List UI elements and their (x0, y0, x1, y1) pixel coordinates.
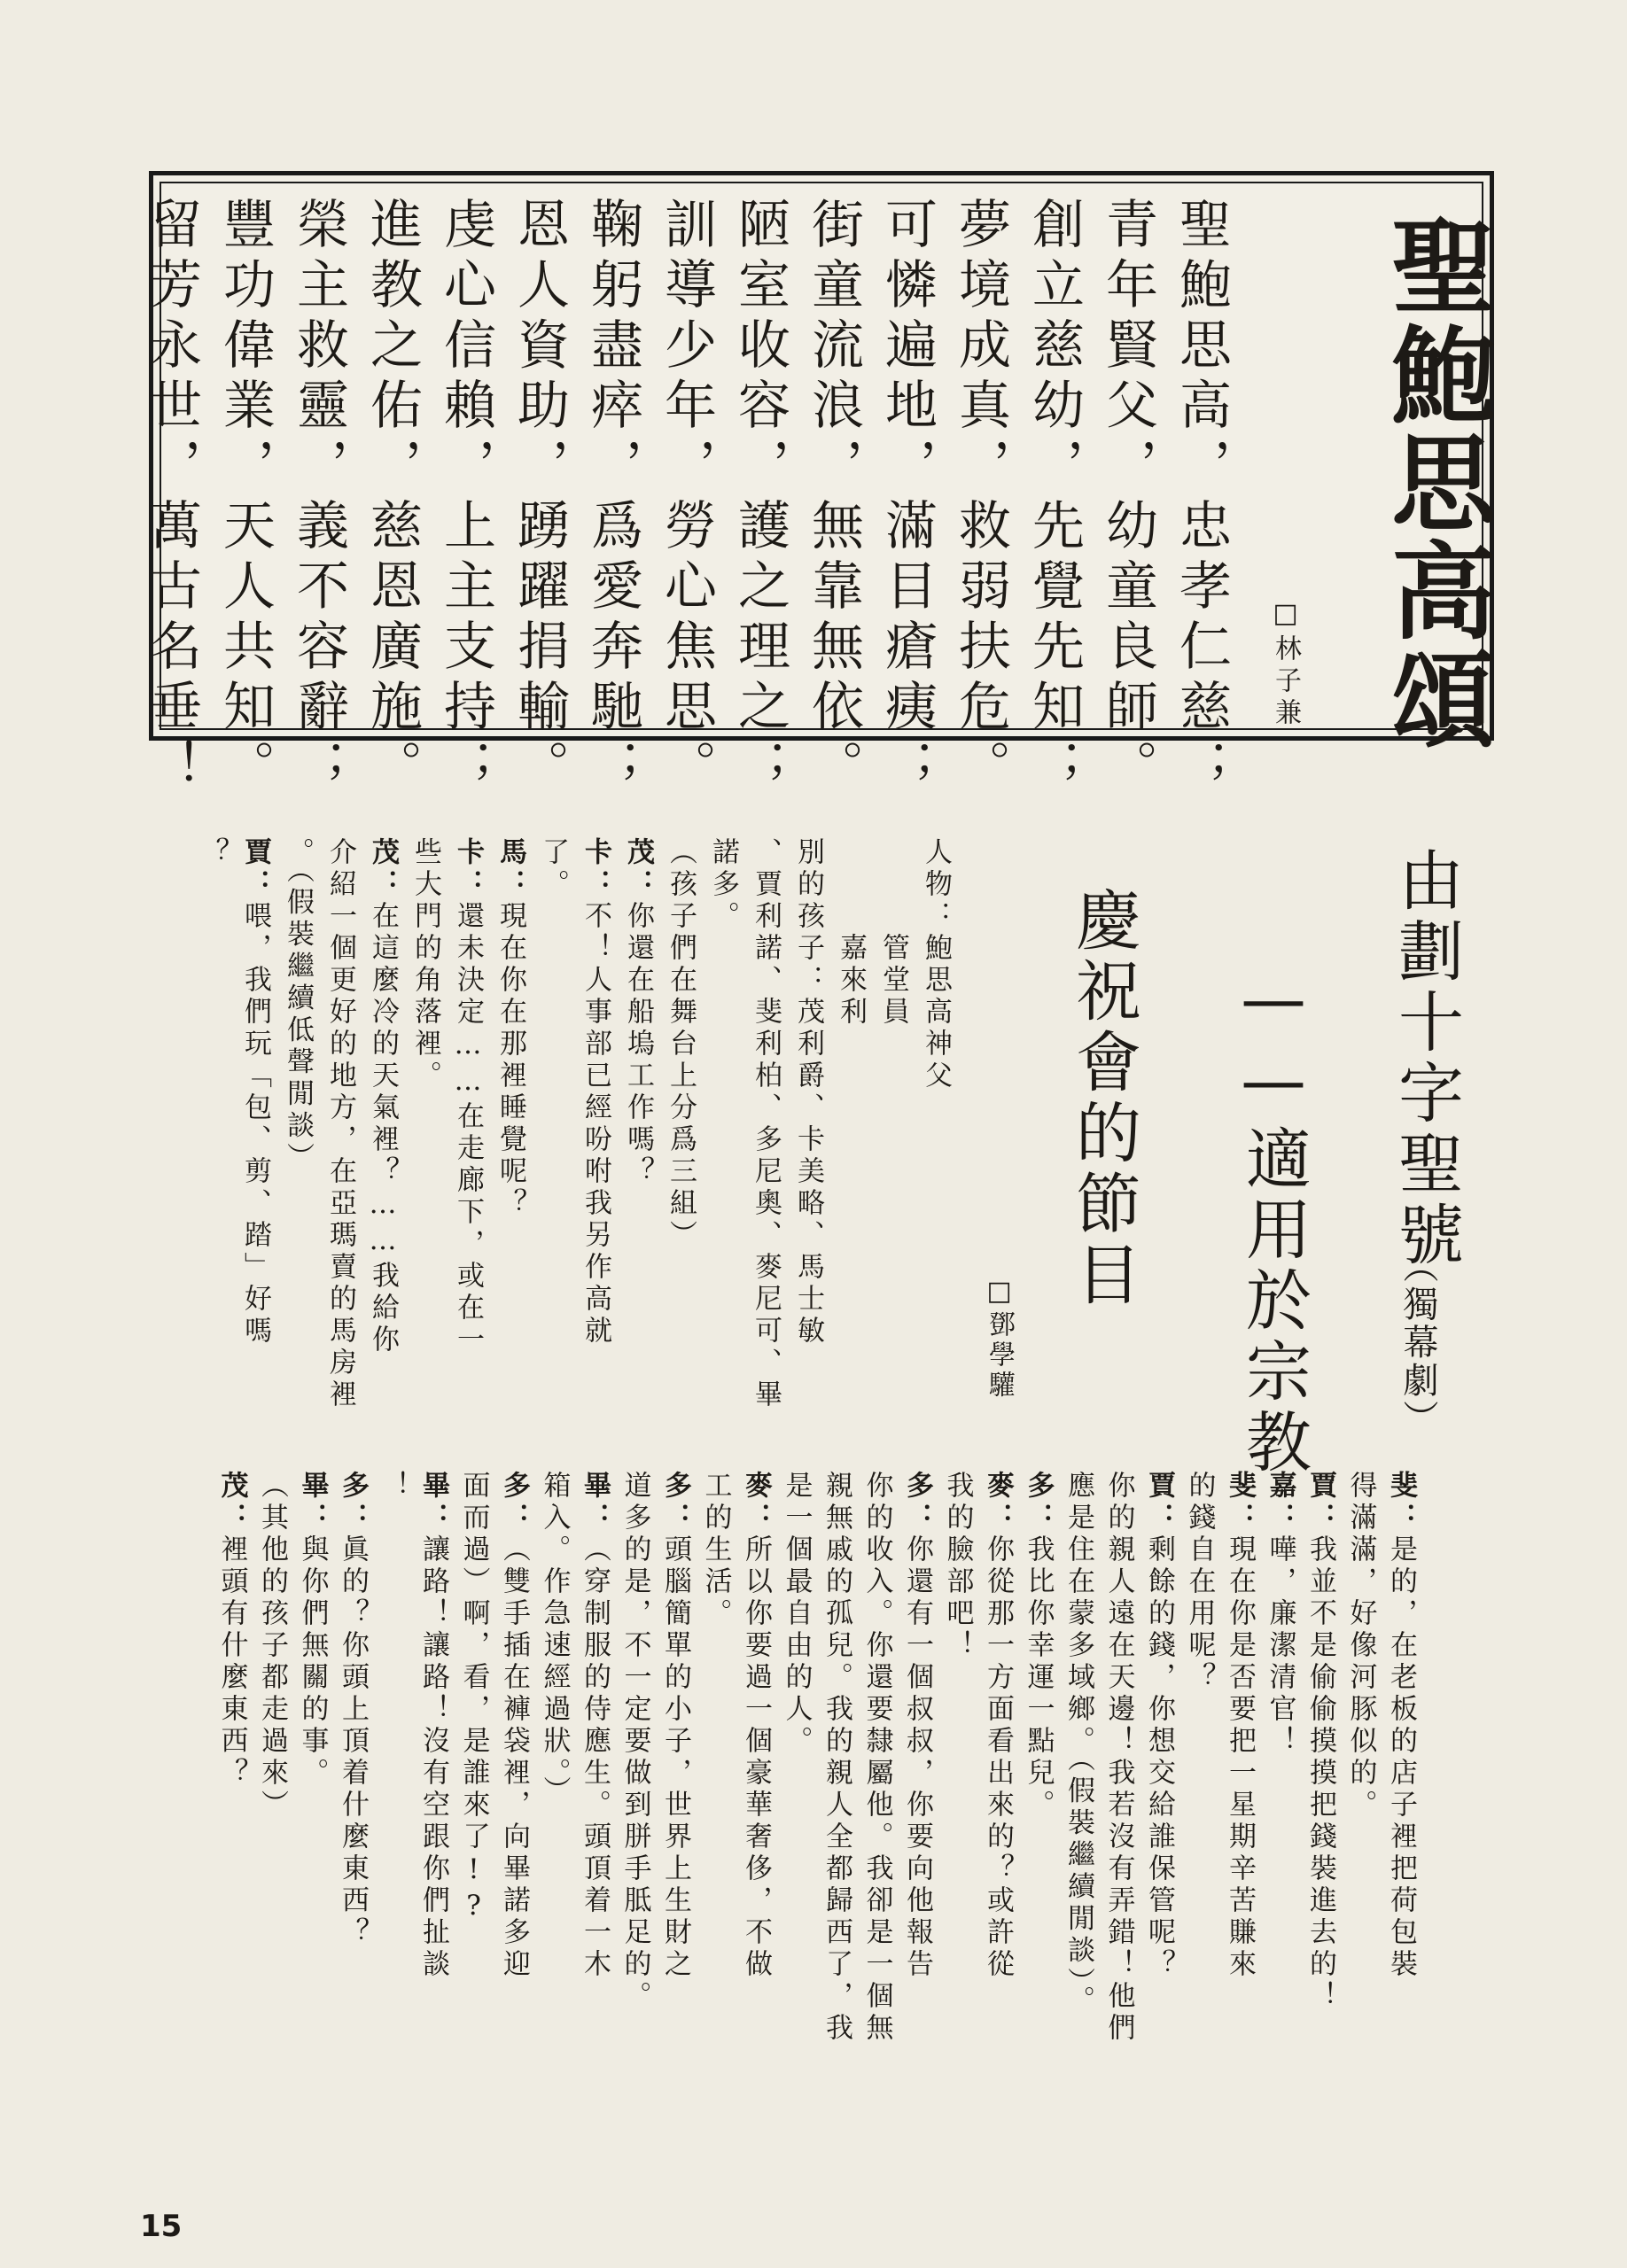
text-line: 現在你是否要把一星期辛苦賺來 (1224, 1534, 1256, 1981)
poem-line: 青年賢父，幼童良師。 (1097, 197, 1158, 799)
text-column (579, 1471, 611, 2153)
speaker-label: 賈： (1304, 1471, 1336, 1534)
text-line: 的錢自在用呢？ (1183, 1471, 1216, 1694)
speaker-label: 多： (659, 1471, 691, 1534)
text-column (282, 837, 314, 1449)
text-line: 所以你要過一個豪華奢侈，不做 (740, 1534, 772, 1981)
text-column (792, 837, 824, 1449)
text-column (780, 1471, 813, 2153)
speaker-label: 茂： (622, 837, 654, 901)
text-column (457, 1471, 490, 2153)
text-column (661, 1471, 689, 2153)
text-line: 你的親人遠在天邊！我若沒有弄錯！他們 (1102, 1471, 1135, 2045)
text-line: 親無戚的孤兒。我的親人全都歸西了，我 (821, 1471, 852, 2045)
speaker-label: 畢： (417, 1471, 449, 1534)
text-line: 。（假裝繼續低聲閒談） (282, 837, 314, 1175)
text-column (707, 837, 739, 1449)
poem-line: 訓導少年，勞心焦思。 (656, 197, 717, 799)
text-line: 應是住在蒙多域鄉。（假裝繼續閒談）。 (1063, 1471, 1094, 2017)
text-line: 與你們無關的事。 (296, 1534, 329, 1790)
text-column (1102, 1471, 1135, 2153)
text-column (256, 1471, 288, 2153)
text-column (622, 837, 654, 1449)
text-column (496, 837, 524, 1449)
text-column (241, 837, 269, 1449)
text-line: 嘩，廉潔清官！ (1264, 1534, 1296, 1758)
speaker-label: 卡： (452, 837, 484, 901)
text-line: 你的收入。你還要隸屬他。我卻是一個無 (860, 1471, 893, 2045)
text-line: 裡頭有什麼東西？ (215, 1534, 248, 1790)
poem-line: 陋室收容，護之理之； (729, 197, 790, 799)
text-line: 工的生活。 (699, 1471, 732, 1630)
text-column (740, 1471, 772, 2153)
text-line: （穿制服的侍應生。頭頂着一木 (579, 1534, 611, 1981)
text-column (411, 837, 439, 1449)
text-column (879, 837, 907, 1449)
text-column (1183, 1471, 1216, 2153)
play-title-sub2: 慶祝會的節目 (1065, 886, 1141, 1311)
text-line: 頭腦簡單的小子，世界上生財之 (659, 1534, 691, 1981)
text-column (326, 837, 354, 1449)
text-line: 你從那一方面看出來的？或許從 (982, 1534, 1014, 1981)
text-column (215, 1471, 248, 2153)
text-column (665, 837, 697, 1449)
text-column (419, 1471, 447, 2153)
text-column (901, 1471, 933, 2153)
text-line: ？ (197, 837, 229, 869)
text-line: （雙手插在褲袋裡，向畢諾多迎 (498, 1534, 530, 1981)
speaker-label: 斐： (1224, 1471, 1256, 1534)
poem-line: 創立慈幼，先覺先知； (1024, 197, 1085, 799)
text-line: 在這麼冷的天氣裡？……我給你 (367, 901, 399, 1356)
text-line: 眞的？你頭上頂着什麼東西？ (337, 1534, 369, 1949)
text-column (1344, 1471, 1377, 2153)
poem-line: 榮主救靈，義不容辭； (288, 197, 349, 799)
text-line: ！ (377, 1471, 409, 1503)
poem-title: 聖鮑思高頌 (1374, 213, 1497, 753)
text-line: 剩餘的錢，你想交給誰保管呢？ (1143, 1534, 1175, 1981)
text-line: 我比你幸運一點兒。 (1022, 1534, 1055, 1821)
poem-line: 豐功偉業，天人共知。 (214, 197, 276, 799)
text-line: 嘉來利 (835, 837, 867, 1029)
text-column (197, 837, 229, 1449)
poem-line: 鞠躬盡瘁，爲愛奔馳； (582, 197, 643, 799)
text-column (750, 837, 782, 1449)
text-column (941, 1471, 974, 2153)
text-column (1306, 1471, 1334, 2153)
text-line: 我的臉部吧！ (941, 1471, 974, 1662)
speaker-label: 茂： (367, 837, 399, 901)
text-column (498, 1471, 530, 2153)
text-column (379, 1471, 407, 2153)
text-line: 還未決定……在走廊下，或在一 (452, 901, 484, 1356)
speaker-label: 馬： (494, 837, 526, 901)
speaker-label: 畢： (296, 1471, 329, 1534)
text-line: 介紹一個更好的地方，在亞瑪賣的馬房裡 (324, 837, 356, 1411)
text-line: 管堂員 (877, 837, 909, 1029)
speaker-label: 多： (337, 1471, 369, 1534)
speaker-label: 多： (901, 1471, 933, 1534)
speaker-label: 斐： (1385, 1471, 1417, 1534)
text-line: 、賈利諾、斐利柏、多尼奧、麥尼可、畢 (750, 837, 782, 1411)
text-column (1022, 1471, 1055, 2153)
text-line: 些大門的角落裡。 (409, 837, 441, 1092)
speaker-label: 賈： (1143, 1471, 1175, 1534)
text-column (1064, 1471, 1092, 2153)
speaker-label: 賈： (239, 837, 271, 901)
speaker-label: 卡： (580, 837, 611, 901)
play-author: □鄧學驩 (984, 1276, 1015, 1401)
text-column (1266, 1471, 1294, 2153)
text-column (982, 1471, 1014, 2153)
text-line: 道多的是，不一定要做到胼手胝足的。 (619, 1471, 651, 2013)
poem-line: 可憐遍地，滿目瘡痍； (876, 197, 938, 799)
text-line: （孩子們在舞台上分爲三組） (665, 837, 697, 1252)
text-line: 了。 (537, 837, 569, 901)
poem-line: 留芳永世，萬古名垂！ (141, 197, 202, 799)
text-column (337, 1471, 369, 2153)
text-line: （其他的孩子都走過來） (256, 1471, 288, 1821)
play-title-genre: （獨幕劇） (1397, 1247, 1438, 1438)
text-column (1385, 1471, 1417, 2153)
poem-author: □林子兼 (1270, 598, 1301, 730)
page-number: 15 (140, 2209, 183, 2244)
text-column (537, 837, 569, 1449)
text-column (581, 837, 609, 1449)
play-title-main: 由劃十字聖號 (1388, 846, 1464, 1271)
text-line: 讓路！讓路！沒有空跟你們扯談 (417, 1534, 449, 1981)
text-line: 我並不是偷偷摸摸把錢裝進去的！ (1304, 1534, 1336, 2013)
poem-line: 進教之佑，慈恩廣施。 (362, 197, 423, 799)
text-line: 你還有一個叔叔，你要向他報告 (901, 1534, 933, 1981)
text-column (452, 837, 484, 1449)
speaker-label: 嘉： (1264, 1471, 1296, 1534)
poem-line: 恩人資助，踴躍捐輸。 (509, 197, 570, 799)
speaker-label: 多： (1022, 1471, 1055, 1534)
speaker-label: 茂： (215, 1471, 248, 1534)
speaker-label: 畢： (579, 1471, 611, 1534)
text-column (1224, 1471, 1256, 2153)
text-column (699, 1471, 732, 2153)
poem-line: 聖鮑思高，忠孝仁慈； (1171, 197, 1232, 799)
poem-line: 夢境成真，救弱扶危。 (950, 197, 1011, 799)
text-line: 諾多。 (707, 837, 739, 933)
text-line: 得滿滿，好像河豚似的。 (1344, 1471, 1377, 1821)
text-line: 別的孩子：茂利爵、卡美略、馬士敏 (792, 837, 824, 1348)
text-line: 你還在船塢工作嗎？ (622, 901, 654, 1188)
speaker-label: 麥： (982, 1471, 1014, 1534)
text-column (920, 837, 952, 1449)
text-column (860, 1471, 893, 2153)
text-line: 面而過）啊，看，是誰來了!? (457, 1471, 490, 1926)
text-column (1143, 1471, 1175, 2153)
text-column (621, 1471, 649, 2153)
poem-line: 街童流浪，無靠無依。 (803, 197, 864, 799)
text-line: 人物：鮑思高神父 (920, 837, 952, 1092)
speaker-label: 多： (498, 1471, 530, 1534)
text-column (835, 837, 867, 1449)
speaker-label: 麥： (740, 1471, 772, 1534)
text-column (296, 1471, 329, 2153)
text-column (367, 837, 399, 1449)
text-line: 箱入。作急速經過狀。） (538, 1471, 571, 1808)
text-line: 是一個最自由的人。 (780, 1471, 813, 1758)
text-line: 是的，在老板的店子裡把荷包裝 (1385, 1534, 1417, 1981)
text-line: 喂，我們玩「包、剪、踏」好嗎 (239, 901, 271, 1348)
play-title-sub: ——適用於宗教 (1235, 961, 1312, 1479)
text-line: 不！人事部已經吩咐我另作高就 (580, 901, 611, 1348)
text-column (822, 1471, 850, 2153)
text-line: 現在你在那裡睡覺呢？ (494, 901, 526, 1220)
poem-line: 虔心信賴，上主支持； (435, 197, 496, 799)
text-column (538, 1471, 571, 2153)
